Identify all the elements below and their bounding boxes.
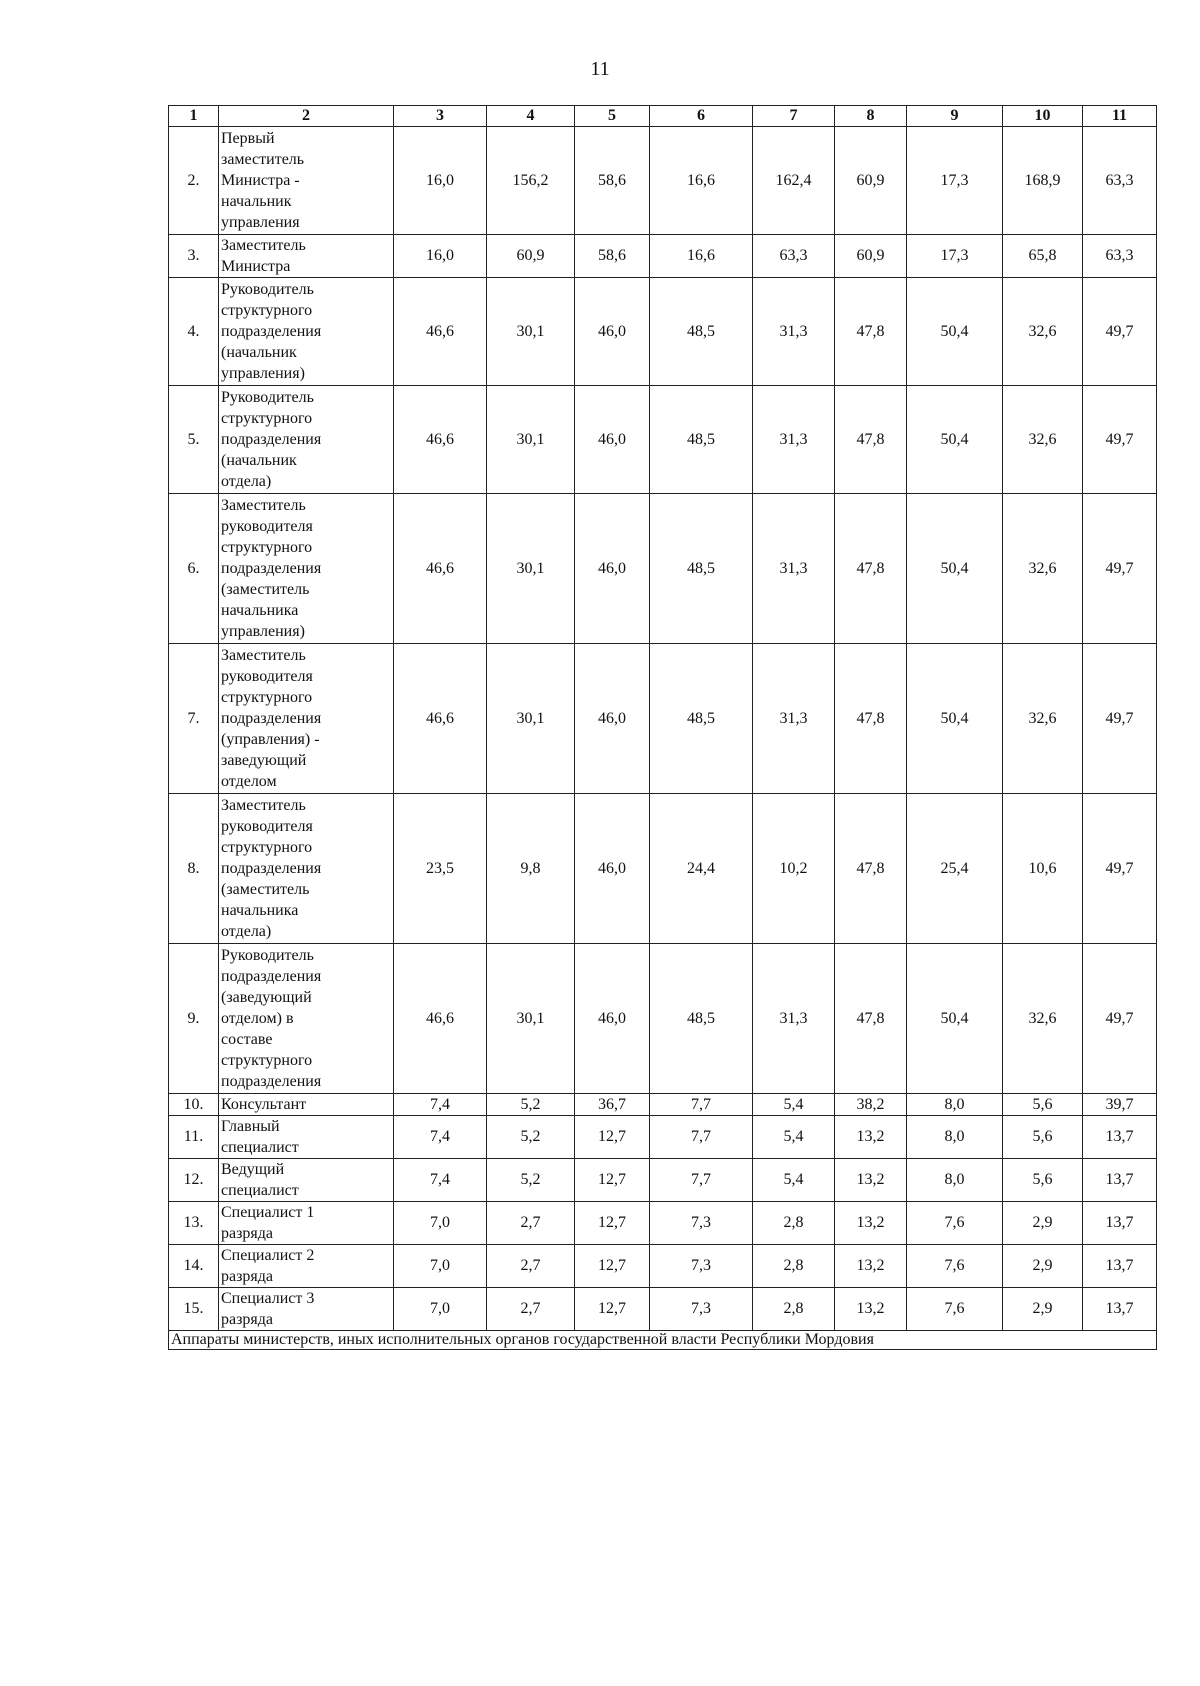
footer-row	[169, 1331, 1157, 1350]
value-cell: 36,7	[575, 1094, 650, 1116]
value-cell: 7,6	[907, 1245, 1003, 1288]
value-cell: 7,0	[394, 1245, 487, 1288]
row-number: 13.	[169, 1202, 219, 1245]
row-number: 4.	[169, 278, 219, 386]
row-number: 5.	[169, 386, 219, 494]
value-cell: 50,4	[907, 386, 1003, 494]
value-cell: 24,4	[650, 794, 753, 944]
value-cell: 46,6	[394, 944, 487, 1094]
value-cell: 13,2	[835, 1288, 907, 1331]
value-cell: 12,7	[575, 1202, 650, 1245]
value-cell: 13,2	[835, 1116, 907, 1159]
position-title: Заместитель руководителя структурного подразделения (заместитель начальника управления)	[219, 494, 394, 644]
value-cell: 46,6	[394, 278, 487, 386]
value-cell: 17,3	[907, 235, 1003, 278]
table-row	[169, 1094, 1157, 1116]
value-cell: 30,1	[487, 944, 575, 1094]
value-cell: 16,6	[650, 235, 753, 278]
value-cell: 7,7	[650, 1116, 753, 1159]
value-cell: 12,7	[575, 1288, 650, 1331]
value-cell: 31,3	[753, 944, 835, 1094]
value-cell: 65,8	[1003, 235, 1083, 278]
value-cell: 49,7	[1083, 644, 1157, 794]
value-cell: 7,4	[394, 1116, 487, 1159]
value-cell: 2,8	[753, 1288, 835, 1331]
value-cell: 2,9	[1003, 1288, 1083, 1331]
value-cell: 50,4	[907, 494, 1003, 644]
value-cell: 7,6	[907, 1202, 1003, 1245]
column-header: 10	[1003, 106, 1083, 127]
position-title: Заместитель Министра	[219, 235, 394, 278]
column-header: 11	[1083, 106, 1157, 127]
value-cell: 25,4	[907, 794, 1003, 944]
value-cell: 60,9	[835, 235, 907, 278]
value-cell: 48,5	[650, 644, 753, 794]
column-header: 1	[169, 106, 219, 127]
value-cell: 168,9	[1003, 127, 1083, 235]
value-cell: 13,2	[835, 1245, 907, 1288]
value-cell: 5,6	[1003, 1116, 1083, 1159]
section-caption: Аппараты министерств, иных исполнительных органов государственной власти Республики Мордовия	[169, 1331, 1157, 1350]
value-cell: 31,3	[753, 386, 835, 494]
value-cell: 58,6	[575, 127, 650, 235]
value-cell: 48,5	[650, 494, 753, 644]
value-cell: 7,7	[650, 1159, 753, 1202]
value-cell: 17,3	[907, 127, 1003, 235]
value-cell: 47,8	[835, 794, 907, 944]
value-cell: 2,8	[753, 1202, 835, 1245]
value-cell: 13,2	[835, 1202, 907, 1245]
table-row	[169, 386, 1157, 494]
value-cell: 7,6	[907, 1288, 1003, 1331]
value-cell: 49,7	[1083, 494, 1157, 644]
value-cell: 31,3	[753, 494, 835, 644]
value-cell: 49,7	[1083, 794, 1157, 944]
salary-table	[168, 105, 1157, 1350]
value-cell: 16,0	[394, 127, 487, 235]
value-cell: 48,5	[650, 278, 753, 386]
value-cell: 46,0	[575, 794, 650, 944]
value-cell: 47,8	[835, 644, 907, 794]
position-title: Специалист 3 разряда	[219, 1288, 394, 1331]
value-cell: 5,4	[753, 1094, 835, 1116]
table-row	[169, 794, 1157, 944]
value-cell: 5,2	[487, 1094, 575, 1116]
value-cell: 50,4	[907, 644, 1003, 794]
value-cell: 2,8	[753, 1245, 835, 1288]
position-title: Руководитель структурного подразделения (начальник управления)	[219, 278, 394, 386]
value-cell: 32,6	[1003, 386, 1083, 494]
value-cell: 30,1	[487, 278, 575, 386]
table-row	[169, 494, 1157, 644]
value-cell: 50,4	[907, 944, 1003, 1094]
value-cell: 30,1	[487, 386, 575, 494]
column-header: 6	[650, 106, 753, 127]
value-cell: 32,6	[1003, 494, 1083, 644]
value-cell: 7,0	[394, 1288, 487, 1331]
value-cell: 60,9	[835, 127, 907, 235]
column-header: 4	[487, 106, 575, 127]
value-cell: 46,6	[394, 386, 487, 494]
value-cell: 46,6	[394, 644, 487, 794]
value-cell: 48,5	[650, 944, 753, 1094]
value-cell: 46,0	[575, 494, 650, 644]
value-cell: 7,4	[394, 1094, 487, 1116]
value-cell: 10,2	[753, 794, 835, 944]
value-cell: 156,2	[487, 127, 575, 235]
value-cell: 9,8	[487, 794, 575, 944]
value-cell: 46,0	[575, 278, 650, 386]
column-header: 9	[907, 106, 1003, 127]
value-cell: 23,5	[394, 794, 487, 944]
row-number: 6.	[169, 494, 219, 644]
value-cell: 13,2	[835, 1159, 907, 1202]
row-number: 15.	[169, 1288, 219, 1331]
value-cell: 7,3	[650, 1288, 753, 1331]
row-number: 9.	[169, 944, 219, 1094]
value-cell: 46,0	[575, 386, 650, 494]
value-cell: 13,7	[1083, 1116, 1157, 1159]
position-title: Заместитель руководителя структурного подразделения (управления) - заведующий отделом	[219, 644, 394, 794]
position-title: Специалист 1 разряда	[219, 1202, 394, 1245]
value-cell: 12,7	[575, 1159, 650, 1202]
value-cell: 7,7	[650, 1094, 753, 1116]
value-cell: 13,7	[1083, 1245, 1157, 1288]
value-cell: 58,6	[575, 235, 650, 278]
column-header: 8	[835, 106, 907, 127]
value-cell: 2,9	[1003, 1245, 1083, 1288]
value-cell: 46,6	[394, 494, 487, 644]
value-cell: 7,3	[650, 1202, 753, 1245]
value-cell: 8,0	[907, 1116, 1003, 1159]
value-cell: 47,8	[835, 944, 907, 1094]
value-cell: 5,2	[487, 1116, 575, 1159]
value-cell: 16,0	[394, 235, 487, 278]
value-cell: 32,6	[1003, 944, 1083, 1094]
column-header: 2	[219, 106, 394, 127]
value-cell: 31,3	[753, 644, 835, 794]
row-number: 3.	[169, 235, 219, 278]
row-number: 8.	[169, 794, 219, 944]
page-number: 11	[590, 58, 610, 80]
position-title: Первый заместитель Министра - начальник управления	[219, 127, 394, 235]
position-title: Ведущий специалист	[219, 1159, 394, 1202]
value-cell: 5,4	[753, 1116, 835, 1159]
value-cell: 16,6	[650, 127, 753, 235]
value-cell: 5,4	[753, 1159, 835, 1202]
value-cell: 48,5	[650, 386, 753, 494]
table-row	[169, 944, 1157, 1094]
column-header: 3	[394, 106, 487, 127]
table-row	[169, 278, 1157, 386]
column-header: 5	[575, 106, 650, 127]
value-cell: 30,1	[487, 644, 575, 794]
value-cell: 63,3	[1083, 127, 1157, 235]
value-cell: 32,6	[1003, 278, 1083, 386]
value-cell: 10,6	[1003, 794, 1083, 944]
position-title: Заместитель руководителя структурного подразделения (заместитель начальника отдела)	[219, 794, 394, 944]
value-cell: 13,7	[1083, 1202, 1157, 1245]
table-row	[169, 1159, 1157, 1202]
value-cell: 5,2	[487, 1159, 575, 1202]
value-cell: 60,9	[487, 235, 575, 278]
table-body	[169, 127, 1157, 1331]
table-row	[169, 1116, 1157, 1159]
value-cell: 2,7	[487, 1288, 575, 1331]
position-title: Консультант	[219, 1094, 394, 1116]
value-cell: 8,0	[907, 1159, 1003, 1202]
value-cell: 12,7	[575, 1116, 650, 1159]
row-number: 11.	[169, 1116, 219, 1159]
value-cell: 13,7	[1083, 1159, 1157, 1202]
value-cell: 5,6	[1003, 1159, 1083, 1202]
table-row	[169, 1288, 1157, 1331]
column-header: 7	[753, 106, 835, 127]
row-number: 14.	[169, 1245, 219, 1288]
value-cell: 162,4	[753, 127, 835, 235]
table-row	[169, 644, 1157, 794]
value-cell: 2,7	[487, 1245, 575, 1288]
value-cell: 47,8	[835, 494, 907, 644]
value-cell: 12,7	[575, 1245, 650, 1288]
value-cell: 63,3	[1083, 235, 1157, 278]
table-row	[169, 127, 1157, 235]
value-cell: 7,0	[394, 1202, 487, 1245]
table-row	[169, 1245, 1157, 1288]
value-cell: 7,4	[394, 1159, 487, 1202]
row-number: 2.	[169, 127, 219, 235]
value-cell: 30,1	[487, 494, 575, 644]
value-cell: 50,4	[907, 278, 1003, 386]
position-title: Специалист 2 разряда	[219, 1245, 394, 1288]
value-cell: 8,0	[907, 1094, 1003, 1116]
row-number: 10.	[169, 1094, 219, 1116]
value-cell: 46,0	[575, 944, 650, 1094]
value-cell: 47,8	[835, 278, 907, 386]
position-title: Руководитель подразделения (заведующий отделом) в составе структурного подразделения	[219, 944, 394, 1094]
value-cell: 32,6	[1003, 644, 1083, 794]
value-cell: 49,7	[1083, 386, 1157, 494]
value-cell: 49,7	[1083, 944, 1157, 1094]
value-cell: 63,3	[753, 235, 835, 278]
position-title: Руководитель структурного подразделения (начальник отдела)	[219, 386, 394, 494]
row-number: 7.	[169, 644, 219, 794]
value-cell: 39,7	[1083, 1094, 1157, 1116]
value-cell: 49,7	[1083, 278, 1157, 386]
value-cell: 13,7	[1083, 1288, 1157, 1331]
value-cell: 46,0	[575, 644, 650, 794]
value-cell: 5,6	[1003, 1094, 1083, 1116]
value-cell: 2,9	[1003, 1202, 1083, 1245]
value-cell: 31,3	[753, 278, 835, 386]
header-row	[169, 106, 1157, 127]
table-row	[169, 235, 1157, 278]
value-cell: 7,3	[650, 1245, 753, 1288]
position-title: Главный специалист	[219, 1116, 394, 1159]
value-cell: 47,8	[835, 386, 907, 494]
row-number: 12.	[169, 1159, 219, 1202]
value-cell: 2,7	[487, 1202, 575, 1245]
table-row	[169, 1202, 1157, 1245]
value-cell: 38,2	[835, 1094, 907, 1116]
